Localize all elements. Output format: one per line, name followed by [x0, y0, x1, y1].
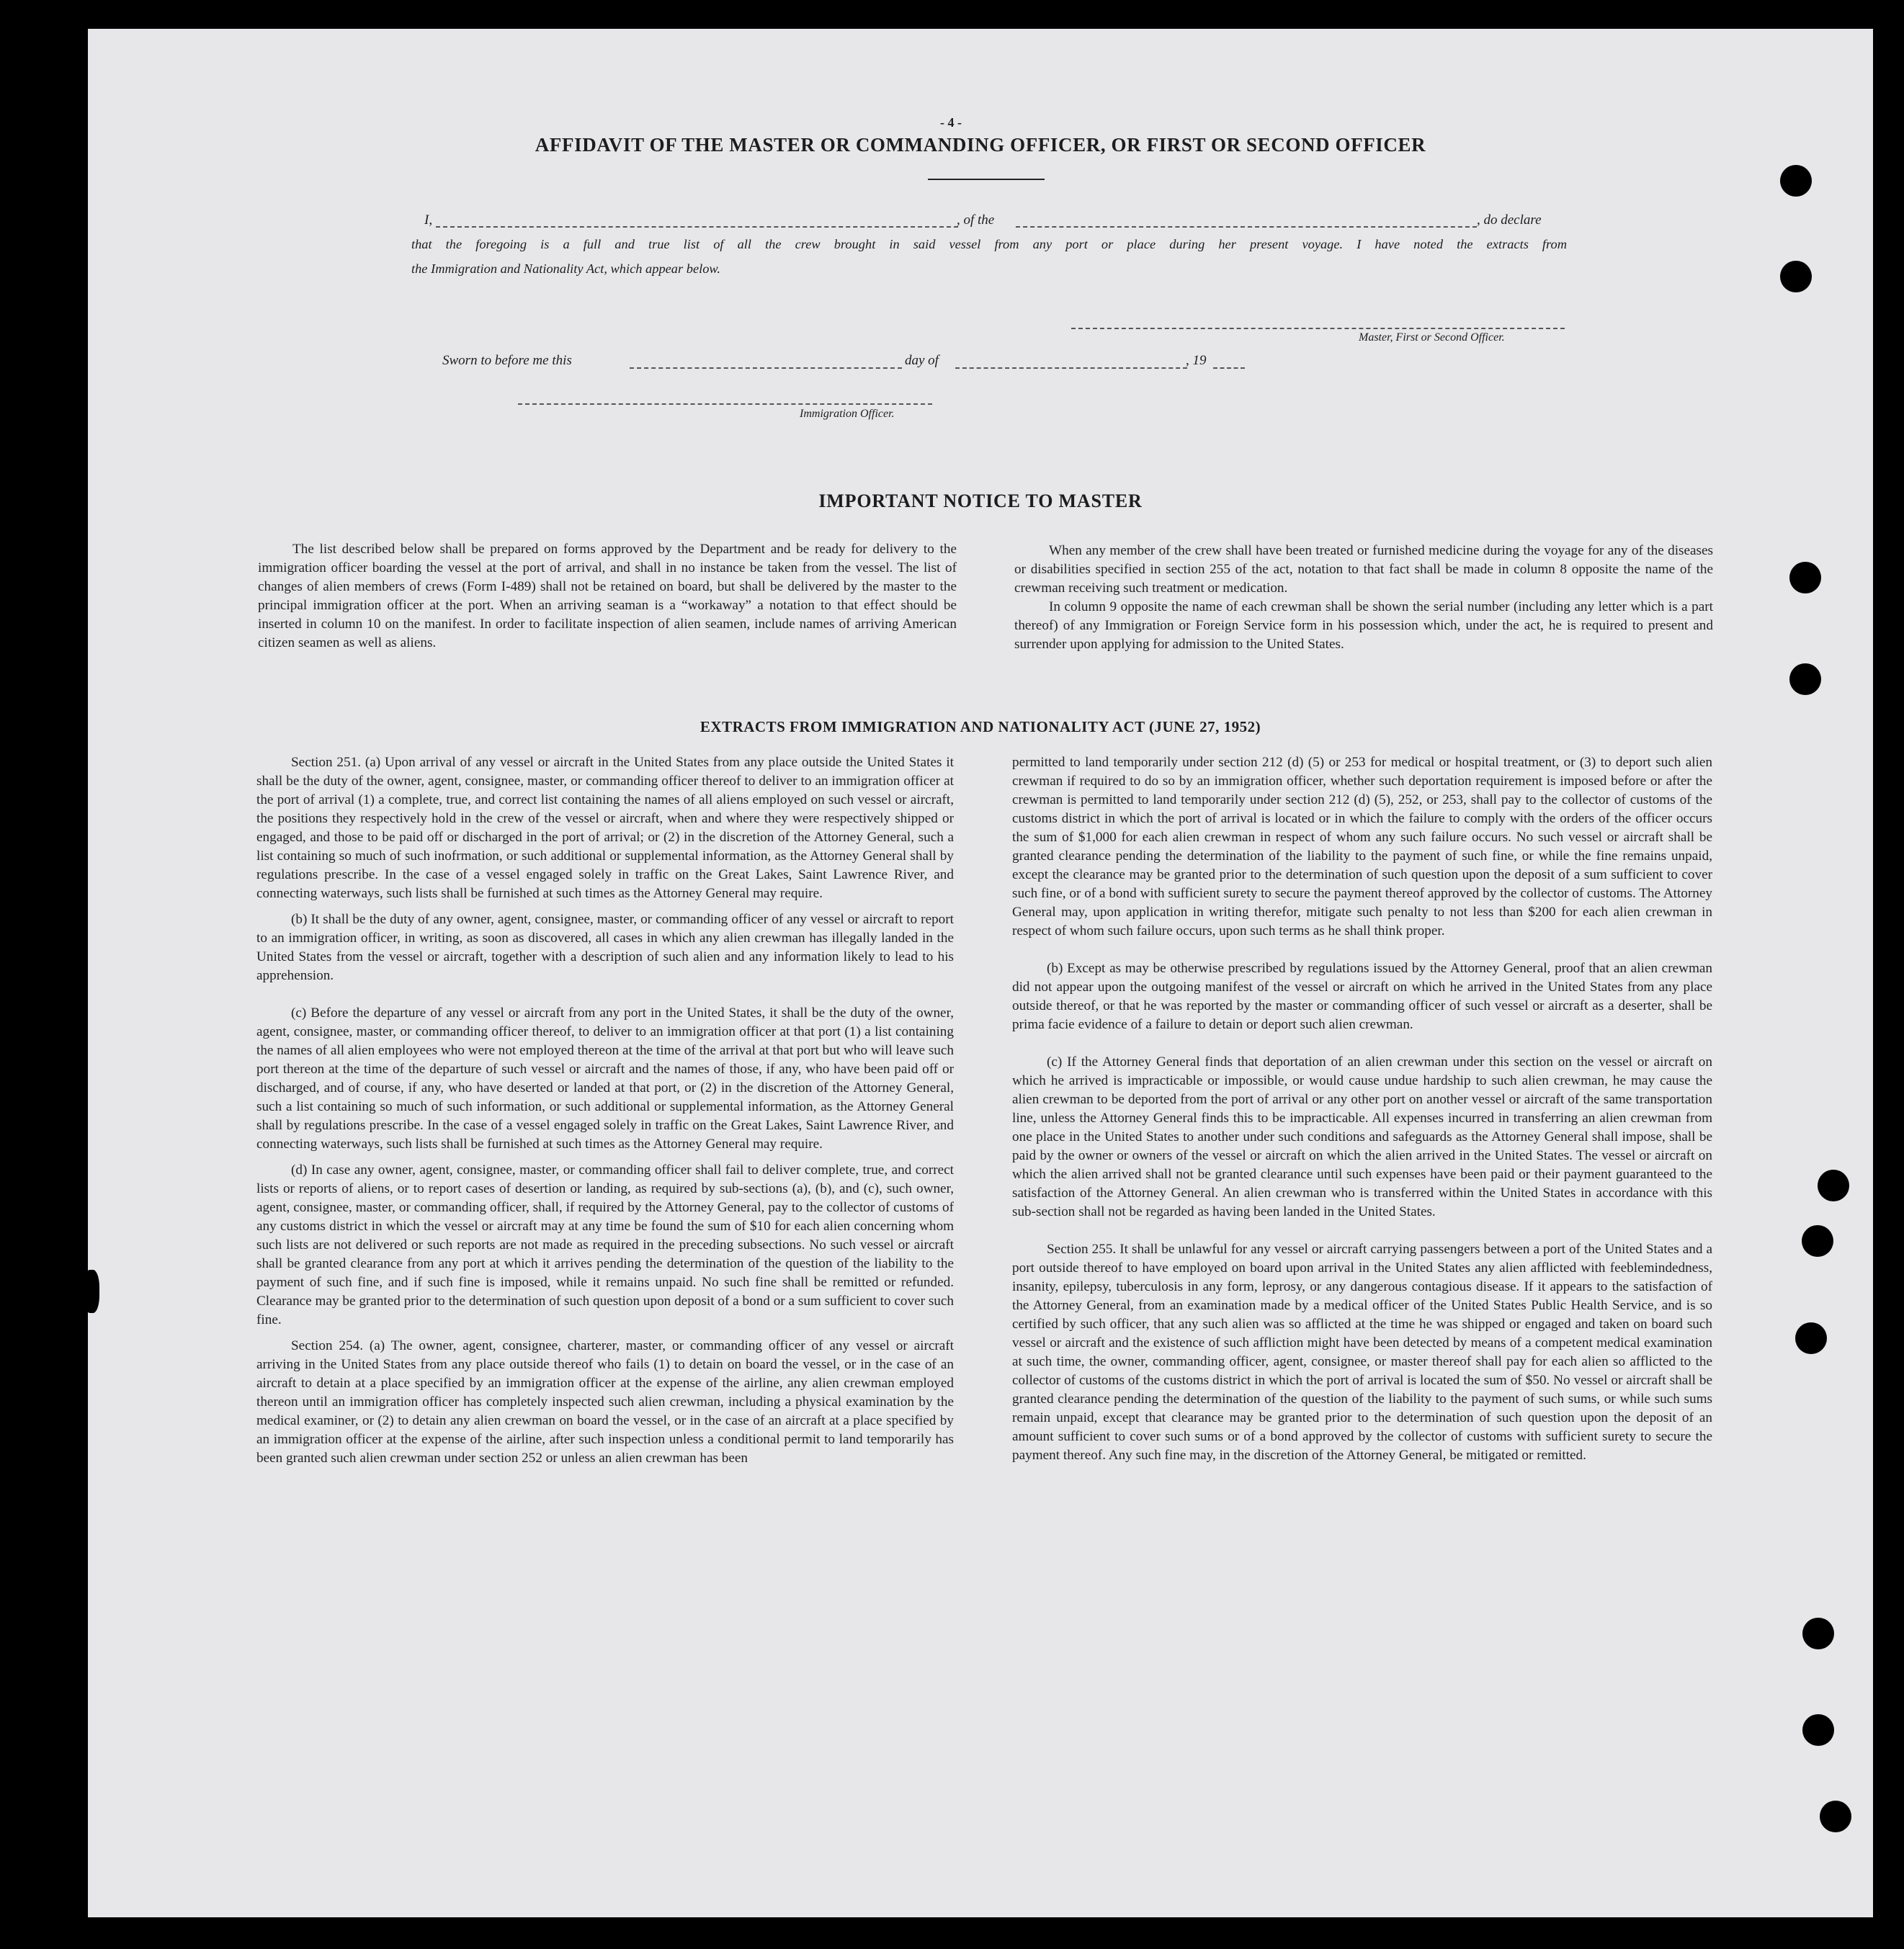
extracts-right-column — [1012, 753, 1712, 1465]
punch-hole — [1780, 261, 1812, 292]
master-signature-field[interactable] — [1071, 328, 1565, 329]
ink-smudge — [84, 1270, 99, 1313]
punch-hole — [1802, 1225, 1833, 1257]
vessel-name-field[interactable] — [1016, 226, 1477, 228]
affidavit-heading: AFFIDAVIT OF THE MASTER OR COMMANDING OFFICER, OR FIRST OR SECOND OFFICER — [535, 134, 1426, 156]
day-of-label: day of — [905, 353, 939, 368]
sworn-year-field[interactable] — [1213, 367, 1245, 369]
extract-paragraph: (c) If the Attorney General finds that deportation of an alien crewman under this section on the vessel or aircraft on which he arrived is impracticable or impossible, or would cause undue hardship to such alien crewman, he may cause the alien crewman to be deported from the port of arrival or any other port on another vessel or aircraft of the same transportation line, unless the Attorney General finds this to be impracticable. All expenses incurred in transferring an alien crewman from one place in the United States to another under such conditions and safeguards as the Attorney General shall impose, shall be paid by the owner or owners of the vessel or aircraft on which the alien arrived in the United States. The vessel or aircraft on which the alien arrived shall not be granted clearance until such expenses have been paid or their payment guaranteed to the satisfaction of the Attorney General. An alien crewman who is transferred within the United States in accordance with this sub-section shall not be regarded as having been landed in the United States. — [1012, 1054, 1712, 1219]
extract-paragraph: (b) Except as may be otherwise prescribed by regulations issued by the Attorney General, proof that an alien crewman did not appear upon the outgoing manifest of the vessel or aircraft on which he arrived in the United States from any place outside thereof, or that he was reported by the master or commanding officer of such vessel or aircraft as a deserter, shall be prima facie evidence of a failure to detain or deport such alien crewman. — [1012, 961, 1712, 1032]
page-number: - 4 - — [940, 115, 962, 130]
notice-paragraph: When any member of the crew shall have been treated or furnished medicine during the voyage for any of the diseases or disabilities specified in section 255 of the act, notation to that fact shall be made in column 8 opposite the name of the crewman receiving such treatment or medication. — [1014, 543, 1713, 596]
punch-hole — [1802, 1714, 1834, 1746]
extracts-left-column — [256, 753, 954, 1468]
notice-right-column — [1014, 542, 1713, 654]
extract-paragraph: Section 255. It shall be unlawful for any vessel or aircraft carrying passengers between a port of the United States and a port outside thereof to have employed on board upon arrival in the United States any alien afflicted with feeblemindedness, insanity, epilepsy, tuberculosis in any form, leprosy, or any dangerous contagious disease. If it appears to the satisfaction of the Attorney General, from an examination made by a medical officer of the United States Public Health Service, and is so certified by such officer, that any such alien was so afflicted at the time he was shipped or engaged and taken on board such vessel or aircraft and the existence of such affliction might have been detected by means of a competent medical examination at such time, the owner, commanding officer, agent, consignee, or master thereof shall pay for each alien so afflicted to the collector of customs of the customs district in which the port of arrival is located the sum of $50. No vessel or aircraft shall be granted clearance pending the determination of the question of the liability to the payment of such sums, or while such sums remain unpaid, except that clearance may be granted prior to the determination of such question upon the deposit of an amount sufficient to cover such sums or of a bond approved by the collector of customs with sufficient surety to secure the payment thereof. Any such fine may, in the discretion of the Attorney General, be mitigated or remitted. — [1012, 1242, 1712, 1463]
notice-heading: IMPORTANT NOTICE TO MASTER — [818, 490, 1143, 511]
heading-underline — [928, 179, 1045, 180]
extract-paragraph: (b) It shall be the duty of any owner, agent, consignee, master, or commanding officer of any vessel or aircraft to report to an immigration officer, in writing, as soon as discovered, all cases in which any alien crewman has illegally landed in the United States from the vessel or aircraft, together with a description of such alien and any information likely to lead to his apprehension. — [256, 912, 954, 983]
punch-hole — [1818, 1170, 1849, 1201]
immigration-officer-caption: Immigration Officer. — [800, 408, 895, 420]
extract-paragraph: (d) In case any owner, agent, consignee, master, or commanding officer shall fail to deliver complete, true, and correct lists or reports of aliens, or to report cases of desertion or landing, as required by sub-sections (a), (b), and (c), such owner, agent, consignee, master, or commanding officer, shall, if required by the Attorney General, pay to the collector of customs of any customs district in which the vessel or aircraft may at any time be found the sum of $10 for each alien concerning whom such lists are not delivered or such reports are not made as required in the preceding subsections. No such vessel or aircraft shall be granted clearance from any port at which it arrives pending the determination of the question of the liability to the payment of such fine, and if such fine is imposed, while it remains unpaid. No such fine shall be remitted or refunded. Clearance may be granted prior to the determination of such question upon deposit of a bond or a sum sufficient to cover such fine. — [256, 1162, 954, 1327]
master-signature-caption: Master, First or Second Officer. — [1359, 331, 1505, 344]
punch-hole — [1795, 1322, 1827, 1354]
punch-hole — [1789, 562, 1821, 593]
extract-paragraph: Section 251. (a) Upon arrival of any vessel or aircraft in the United States from any place outside the United States it shall be the duty of the owner, agent, consignee, master, or commanding officer thereof to deliver to an immigration officer at the port of arrival (1) a complete, true, and correct list containing the names of all aliens employed on such vessel or aircraft, the positions they respectively hold in the crew of the vessel or aircraft, when and where they were respectively shipped or engaged, and those to be paid off or discharged in the port of arrival; or (2) in the discretion of the Attorney General, such a list containing so much of such inofrmation, or such additional or supplemental information, as the Attorney General shall by regulations prescribe. In the case of a vessel engaged solely in traffic on the Great Lakes, Saint Lawrence River, and connecting waterways, such lists shall be furnished at such times as the Attorney General may require. — [256, 755, 954, 901]
affidavit-statement-line: that the foregoing is a full and true list of all the crew brought in said vessel from any port or place during her present voyage. I have noted the extracts from — [411, 237, 1567, 251]
notice-paragraph: In column 9 opposite the name of each crewman shall be shown the serial number (including any letter which is a part thereof) of any Immigration or Foreign Service form in his possession which, under the act, he is required to present and surrender upon applying for admission to the United States. — [1014, 599, 1713, 652]
sworn-date-field[interactable] — [630, 367, 902, 369]
declarant-name-field[interactable] — [436, 226, 958, 228]
immigration-officer-signature-field[interactable] — [518, 403, 932, 405]
affidavit-statement-line: the Immigration and Nationality Act, which appear below. — [411, 261, 720, 276]
punch-hole — [1820, 1801, 1851, 1832]
sworn-month-field[interactable] — [955, 367, 1187, 369]
extract-paragraph: (c) Before the departure of any vessel or aircraft from any port in the United States, it shall be the duty of the owner, agent, consignee, master, or commanding officer thereof, to deliver to an immigration officer at that port (1) a list containing the names of all alien employees who were not employed thereon at the time of the arrival at that port but who will leave such port thereon at the time of the departure of such vessel or aircraft and the names of those, if any, who have been paid off or discharged, and of course, if any, who have deserted or landed at that port, or (2) in the discretion of the Attorney General, such a list containing so much of such information, or such additional or supplemental information, as the Attorney General shall by regulations prescribe. In the case of a vessel engaged solely in traffic on the Great Lakes, Saint Lawrence River, and connecting waterways, such lists shall be furnished at such times as the Attorney General may require. — [256, 1005, 954, 1152]
year-label: , 19 — [1186, 353, 1207, 368]
extract-paragraph: permitted to land temporarily under section 212 (d) (5) or 253 for medical or hospital treatment, or (3) to deport such alien crewman if required to do so by an immigration officer, whether such deportation requirement is imposed before or after the crewman is permitted to land temporarily under section 212 (d) (5), 252, or 253, shall pay to the collector of customs of the customs district in which the port of arrival is located or in which the failure to comply with the orders of the officer occurs the sum of $1,000 for each alien crewman in respect of whom any such failure occurs. No such vessel or aircraft shall be granted clearance pending the determination of the liability to the payment of such fine, or while the fine remains unpaid, except the clearance may be granted prior to the determination of such question upon the deposit of a sum sufficient to cover such fine, or of a bond with sufficient surety to secure the payment thereof approved by the collector of customs. The Attorney General may, upon application in writing therefor, mitigate such penalty to not less than $200 for each alien crewman in respect of whom such failure occurs, upon such terms as he shall think proper. — [1012, 755, 1712, 938]
punch-hole — [1789, 663, 1821, 695]
affidavit-declare-label: , do declare — [1477, 212, 1542, 228]
notice-paragraph: The list described below shall be prepared on forms approved by the Department and be ready for delivery to the immigration officer boarding the vessel at the port of arrival, and shall in no instance be taken from the vessel. The list of changes of alien members of crews (Form I-489) shall not be retained on board, but shall be delivered by the master to the principal immigration officer at the port. When an arriving seaman is a “workaway” a notation to that effect should be inserted in column 10 on the manifest. In order to facilitate inspection of alien seamen, include names of arriving American citizen seamen as well as aliens. — [258, 542, 957, 650]
affidavit-i-label: I, — [424, 212, 433, 228]
affidavit-of-the-label: , of the — [957, 212, 995, 228]
sworn-label: Sworn to before me this — [442, 353, 572, 368]
punch-hole — [1802, 1618, 1834, 1649]
punch-hole — [1780, 165, 1812, 197]
extract-paragraph: Section 254. (a) The owner, agent, consignee, charterer, master, or commanding officer of any vessel or aircraft arriving in the United States from any place outside thereof who fails (1) to detain on board the vessel, or in the case of an aircraft to detain at a place specified by an immigration officer at the expense of the airline, any alien crewman employed thereon until an immigration officer has completely inspected such alien crewman, including a physical examination by the medical examiner, or (2) to detain any alien crewman on board the vessel, or in the case of an aircraft at a place specified by an immigration officer at the expense of the airline, after such inspection unless a conditional permit to land temporarily has been granted such alien crewman under section 252 or unless an alien crewman has been — [256, 1338, 954, 1466]
extracts-heading: EXTRACTS FROM IMMIGRATION AND NATIONALITY ACT (JUNE 27, 1952) — [700, 718, 1261, 735]
notice-left-column — [258, 540, 957, 653]
